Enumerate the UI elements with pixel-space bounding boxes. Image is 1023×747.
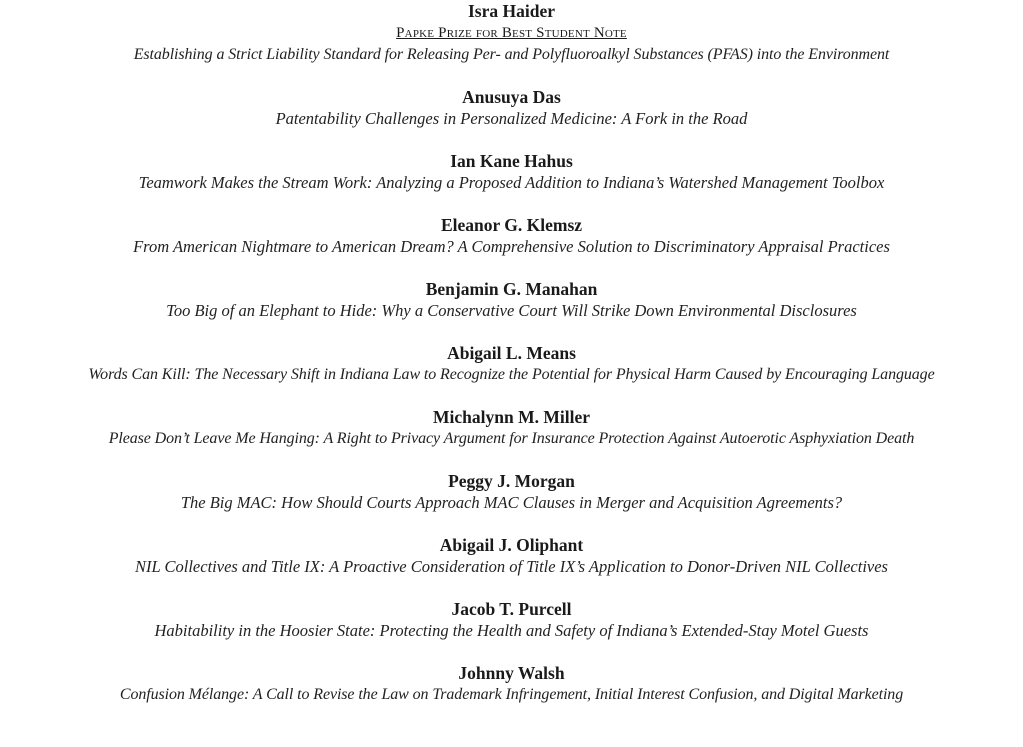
author-name: Jacob T. Purcell <box>451 599 572 619</box>
note-title: Confusion Mélange: A Call to Revise the Law on Trademark Infringement, Initial Interest Confusion, and Digital Marketing <box>119 686 904 703</box>
prize-label: Papke Prize for Best Student Note <box>396 25 627 41</box>
author-name: Abigail J. Oliphant <box>439 535 584 555</box>
note-title: Teamwork Makes the Stream Work: Analyzing a Proposed Addition to Indiana’s Watershed Management Toolbox <box>138 173 885 192</box>
note-entry <box>0 534 1023 578</box>
author-name: Eleanor G. Klemsz <box>440 215 583 235</box>
note-entry <box>0 662 1023 706</box>
note-title: From American Nightmare to American Dream? A Comprehensive Solution to Discriminatory Appraisal Practices <box>133 237 890 256</box>
note-title: Words Can Kill: The Necessary Shift in Indiana Law to Recognize the Potential for Physical Harm Caused by Encouraging Language <box>88 366 935 383</box>
note-title: Too Big of an Elephant to Hide: Why a Conservative Court Will Strike Down Environmental Disclosures <box>166 301 857 320</box>
note-title: Habitability in the Hoosier State: Protecting the Health and Safety of Indiana’s Extended-Stay Motel Guests <box>154 621 869 640</box>
note-title: Please Don’t Leave Me Hanging: A Right to Privacy Argument for Insurance Protection Against Autoerotic Asphyxiation Death <box>108 430 915 447</box>
note-title: Patentability Challenges in Personalized Medicine: A Fork in the Road <box>275 109 748 128</box>
note-entry <box>0 406 1023 450</box>
author-name: Peggy J. Morgan <box>448 471 575 491</box>
author-name: Isra Haider <box>467 1 555 21</box>
author-name: Michalynn M. Miller <box>433 407 590 427</box>
note-entry <box>0 342 1023 386</box>
note-entry <box>0 214 1023 258</box>
note-title: The Big MAC: How Should Courts Approach MAC Clauses in Merger and Acquisition Agreements? <box>180 493 843 512</box>
note-entry <box>0 86 1023 130</box>
note-entry <box>0 598 1023 642</box>
author-name: Ian Kane Hahus <box>450 151 573 171</box>
author-name: Johnny Walsh <box>458 663 565 683</box>
note-entry <box>0 0 1023 66</box>
note-entry <box>0 470 1023 514</box>
author-name: Abigail L. Means <box>447 343 576 363</box>
note-title: Establishing a Strict Liability Standard for Releasing Per- and Polyfluoroalkyl Substances (PFAS) into the Environment <box>133 46 890 63</box>
author-name: Benjamin G. Manahan <box>425 279 598 299</box>
author-name: Anusuya Das <box>462 87 561 107</box>
note-entry <box>0 150 1023 194</box>
note-title: NIL Collectives and Title IX: A Proactive Consideration of Title IX’s Application to Donor-Driven NIL Collectives <box>135 557 888 576</box>
note-entry <box>0 278 1023 322</box>
